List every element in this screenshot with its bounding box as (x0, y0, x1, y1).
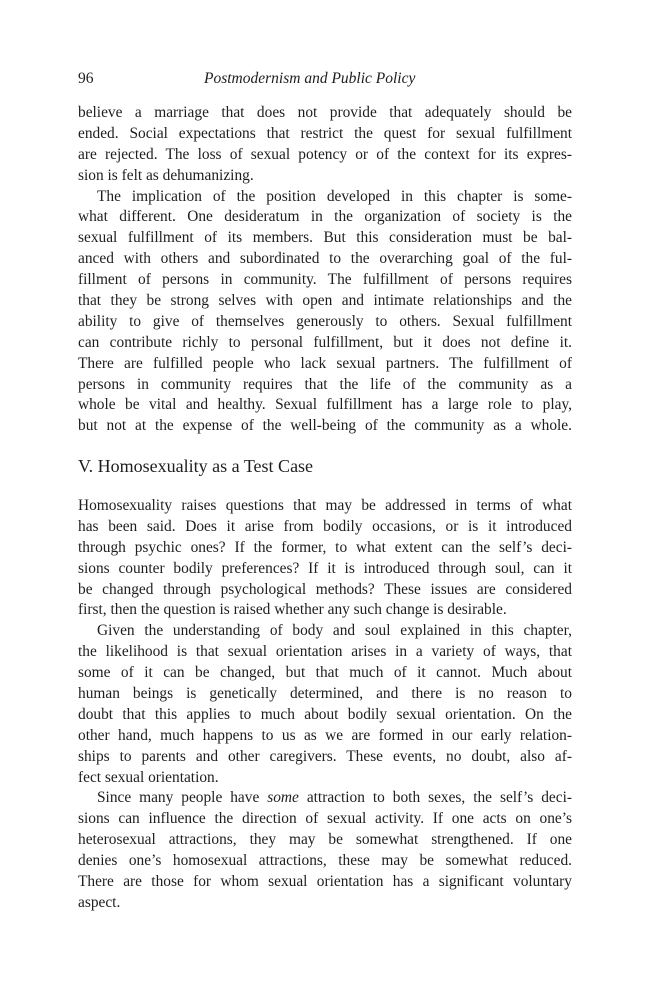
text-fragment: Since many people have (97, 789, 268, 807)
text-line: ships to parents and other caregivers. These events, no doubt, also af- (78, 747, 572, 765)
text-line: sions counter bodily preferences? If it is introduced through soul, can it (78, 559, 572, 577)
text-line: Homosexuality raises questions that may be addressed in terms of what (78, 497, 572, 514)
text-line: The implication of the position developed in this chapter is some- (97, 187, 572, 205)
running-head (78, 70, 572, 92)
text-line: sion is felt as dehumanizing. (78, 166, 254, 184)
text-line: some of it can be changed, but that much of it cannot. Much about (78, 664, 572, 682)
text-line: There are fulfilled people who lack sexual partners. The fulfillment of (78, 354, 572, 372)
text-line: can contribute richly to personal fulfillment, but it does not define it. (78, 333, 572, 351)
section-heading: V. Homosexuality as a Test Case (78, 456, 314, 476)
text-line: doubt that this applies to much about bodily sexual orientation. On the (78, 705, 572, 723)
text-line: fillment of persons in community. The fulfillment of persons requires (78, 271, 572, 289)
text-fragment: attraction to both sexes, the self’s deci- (298, 789, 572, 807)
text-line: There are those for whom sexual orientation has a significant voluntary (78, 873, 572, 891)
body-text-block-2 (78, 496, 572, 914)
text-line: Given the understanding of body and soul explained in this chapter, (97, 622, 572, 640)
text-line: human beings is genetically determined, and there is no reason to (78, 685, 572, 703)
running-title: Postmodernism and Public Policy (204, 70, 416, 87)
text-line: believe a marriage that does not provide that adequately should be (78, 104, 572, 121)
text-line: sexual fulfillment of its members. But this consideration must be bal- (78, 229, 572, 247)
text-line: has been said. Does it arise from bodily occasions, or is it introduced (78, 517, 572, 535)
text-line: aspect. (78, 893, 121, 911)
text-line: but not at the expense of the well-being of the community as a whole. (78, 417, 572, 435)
body-text-block-1 (78, 103, 572, 437)
text-line: fect sexual orientation. (78, 768, 219, 786)
text-line: that they be strong selves with open and intimate relationships and the (78, 292, 572, 310)
page-number: 96 (78, 70, 94, 87)
text-line: the likelihood is that sexual orientation arises in a variety of ways, that (78, 643, 572, 661)
text-line: ability to give of themselves generously to others. Sexual fulfillment (78, 312, 572, 330)
text-line: are rejected. The loss of sexual potency or of the context for its expres- (78, 145, 572, 163)
text-line: what different. One desideratum in the organization of society is the (78, 208, 572, 226)
text-line: first, then the question is raised whether any such change is desirable. (78, 601, 507, 619)
emphasis-word: some (267, 789, 299, 807)
text-line: heterosexual attractions, they may be somewhat strengthened. If one (78, 831, 572, 849)
text-line (78, 788, 572, 809)
text-line: denies one’s homosexual attractions, these may be somewhat reduced. (78, 852, 572, 870)
text-line: whole be vital and healthy. Sexual fulfillment has a large role to play, (78, 396, 572, 414)
text-line: through psychic ones? If the former, to what extent can the self’s deci- (78, 538, 572, 556)
text-line: anced with others and subordinated to the overarching goal of the ful- (78, 250, 572, 268)
text-line: ended. Social expectations that restrict the quest for sexual fulfillment (78, 124, 572, 142)
text-line: be changed through psychological methods? These issues are considered (78, 580, 572, 598)
text-line: sions can influence the direction of sexual activity. If one acts on one’s (78, 810, 572, 828)
text-line: persons in community requires that the life of the community as a (78, 375, 572, 393)
text-line: other hand, much happens to us as we are formed in our early relation- (78, 726, 572, 744)
